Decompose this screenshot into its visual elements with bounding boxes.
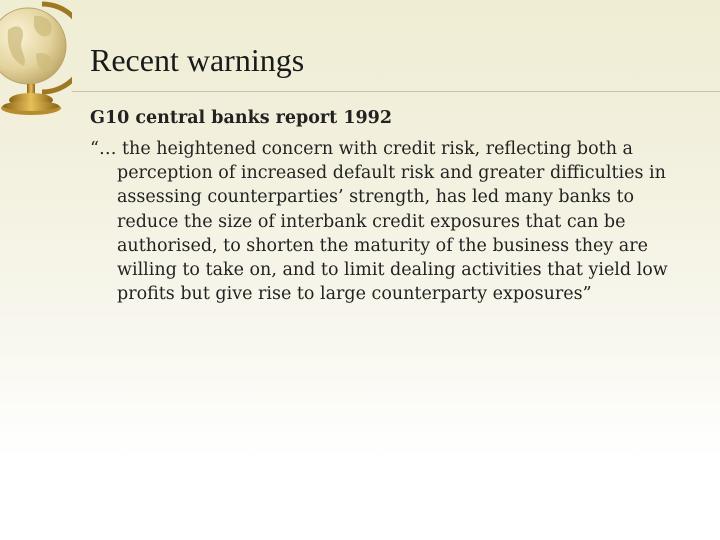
quote-line: assessing counterparties’ strength, has led many banks to (117, 187, 635, 208)
quote-line: authorised, to shorten the maturity of the business they are (117, 235, 648, 256)
quote-line: profits but give rise to large counterparty exposures” (117, 284, 592, 305)
slide-title: Recent warnings (90, 42, 305, 78)
globe-icon (0, 0, 72, 120)
quote-paragraph (90, 137, 690, 306)
quote-line: willing to take on, and to limit dealing activities that yield low (117, 260, 668, 281)
title-divider (72, 91, 720, 92)
quote-line: perception of increased default risk and greater difficulties in (117, 163, 666, 184)
source-heading: G10 central banks report 1992 (90, 108, 393, 128)
quote-line: reduce the size of interbank credit exposures that can be (117, 211, 626, 232)
quote-line: “… the heightened concern with credit risk, reflecting both a (90, 139, 633, 159)
